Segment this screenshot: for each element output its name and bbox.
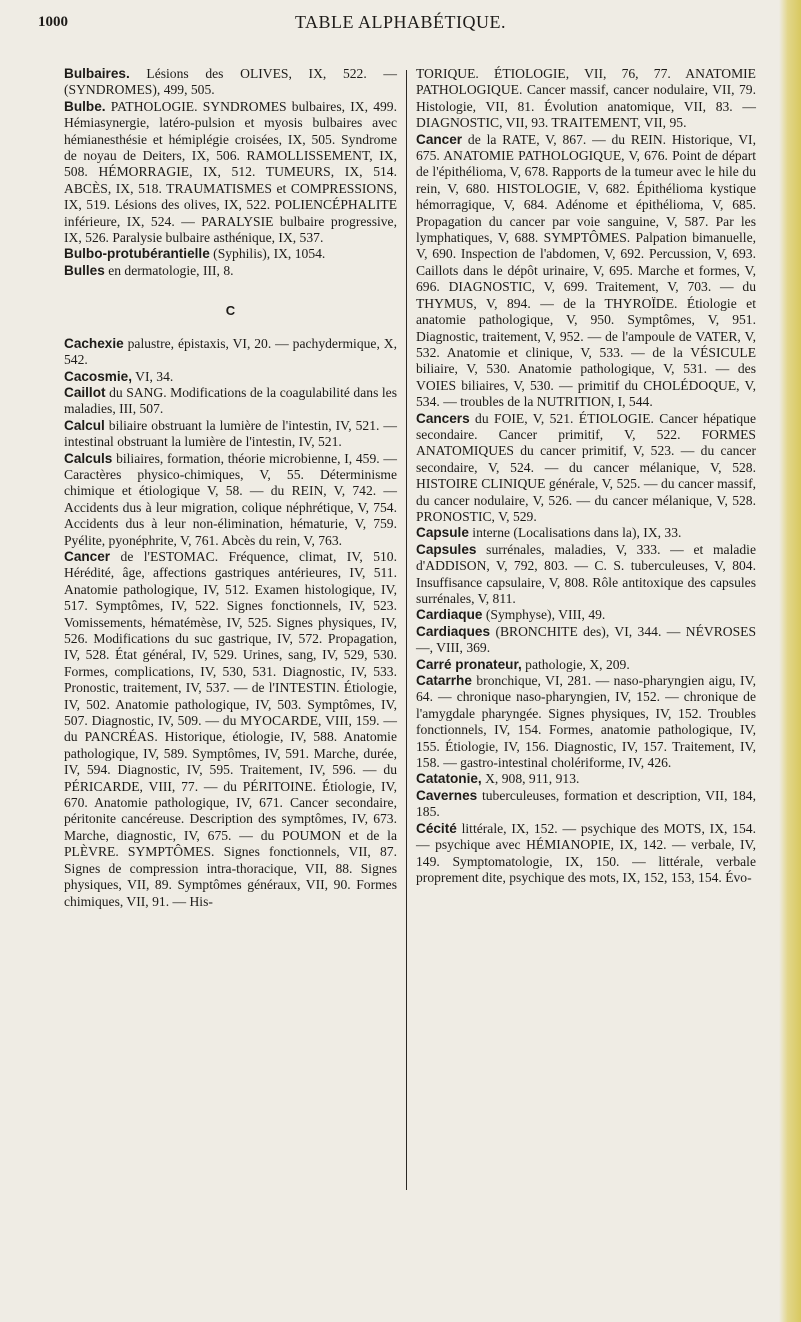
index-entry — [416, 66, 756, 132]
entry-text: (Syphilis), IX, 1054. — [209, 246, 326, 262]
index-entry — [64, 66, 397, 99]
index-entry — [416, 411, 756, 526]
index-entry — [416, 673, 756, 771]
entry-headword: Cardiaque — [416, 607, 483, 623]
entry-text: surrénales, maladies, V, 333. — et maladie d'ADDISON, V, 792, 803. — C. S. tuberculeuses, V, 804. Insuffisance capsulaire, V, 808. Rôle antitoxique des capsules surrénales, V, 811. — [416, 541, 756, 606]
entry-headword: Caillot — [64, 384, 106, 400]
entry-headword: Cancers — [416, 410, 470, 426]
entry-headword: Calculs — [64, 450, 113, 466]
index-entry — [416, 607, 756, 623]
entry-text: biliaire obstruant la lumière de l'intestin, IV, 521. — intestinal obstruant la lumière de l'intestin, IV, 521. — [64, 417, 397, 450]
entry-headword: Cécité — [416, 820, 457, 836]
index-entry — [64, 246, 397, 262]
page-number: 1000 — [38, 14, 68, 30]
entry-text: pathologie, X, 209. — [521, 656, 630, 672]
running-title: TABLE ALPHABÉTIQUE. — [294, 12, 507, 32]
entry-headword: Bulbo-protubérantielle — [64, 246, 210, 262]
right-column — [416, 66, 756, 886]
index-entry — [416, 821, 756, 887]
page-edge-shadow — [779, 0, 801, 1322]
section-letter: C — [225, 303, 236, 319]
entry-text: palustre, épistaxis, VI, 20. — pachydermique, X, 542. — [64, 335, 397, 368]
index-entry — [416, 525, 756, 541]
entry-headword: Calcul — [64, 417, 105, 433]
index-entry — [64, 451, 397, 549]
entry-headword: Catarrhe — [416, 673, 472, 689]
entry-headword: Carré pronateur, — [416, 656, 522, 672]
entry-text: VI, 34. — [132, 368, 174, 384]
entry-headword: Cachexie — [64, 335, 124, 351]
entry-text: du SANG. Modifications de la coagulabilité dans les maladies, III, 507. — [64, 384, 397, 417]
index-entry — [416, 624, 756, 657]
entry-text: tuberculeuses, formation et description, VII, 184, 185. — [416, 787, 756, 820]
entry-text: bronchique, VI, 281. — naso-pharyngien aigu, IV, 64. — chronique naso-pharyngien, IV, 152. — chronique de l'amygdale pharyngée. Signes physiques, IV, 152. Troubles fonctionnels, IV, 154. Formes, anatomie pathologique, IV, 155. Étiologie, IV, 156. Diagnostic, IV, 157. Traitement, IV, 158. — gastro-intestinal cholériforme, IV, 426. — [416, 673, 756, 771]
index-entry — [64, 418, 397, 451]
column-divider — [406, 70, 407, 1190]
entry-text: littérale, IX, 152. — psychique des MOTS, IX, 154. — psychique avec HÉMIANOPIE, IX, 142. — verbale, IV, 149. Symptomatologie, IX, 150. — littérale, verbale proprement dite, psychique des mots, IX, 152, 153, 154. Évo- — [416, 820, 756, 885]
entry-headword: Cacosmie, — [64, 368, 133, 384]
entry-headword: Capsule — [416, 525, 469, 541]
entry-text: PATHOLOGIE. SYNDROMES bulbaires, IX, 499. Hémiasynergie, latéro-pulsion et myosis bulbaires avec hémianesthésie et hémiplégie croisées, IX, 505. Syndrome de noyau de Deiters, IX, 506. RAMOLLISSEMENT, IX, 508. HÉMORRAGIE, IX, 512. TUMEURS, IX, 514. ABCÈS, IX, 518. TRAUMATISMES et COMPRESSIONS, IX, 519. Lésions des olives, IX, 522. POLIENCÉPHALITE inférieure, IX, 524. — PARALYSIE bulbaire progressive, IX, 526. Paralysie bulbaire asthénique, IX, 537. — [64, 98, 397, 246]
entry-text: de la RATE, V, 867. — du REIN. Historique, VI, 675. ANATOMIE PATHOLOGIQUE, V, 676. Point de départ de l'épithélioma, V, 678. Rapports de la tumeur avec le hile du rein, V, 680. HISTOLOGIE, V, 682. Épithélioma kystique hémorragique, V, 684. Adénome et épithélioma, V, 685. Propagation du cancer par voie sanguine, V, 587. Par les lymphatiques, V, 688. SYMPTÔMES. Palpation bimanuelle, V, 690. Inspection de l'abdomen, V, 692. Percussion, V, 693. Caillots dans le dépôt urinaire, V, 695. Marche et formes, V, 696. DIAGNOSTIC, V, 699. Traitement, V, 703. — du THYMUS, V, 894. — de la THYROÏDE. Étiologie et anatomie pathologique, V, 950. Symptômes, V, 951. Diagnostic, traitement, V, 952. — de l'ampoule de VATER, V, 532. Anatomie et clinique, V, 533. — de la VÉSICULE biliaire, V, 530. Anatomie pathologique, V, 531. — des VOIES biliaires, V, 530. — primitif du CHOLÉDOQUE, V, 534. — troubles de la NUTRITION, I, 544. — [416, 131, 756, 410]
index-entry — [416, 542, 756, 608]
entry-text: X, 908, 911, 913. — [481, 771, 580, 787]
entry-headword: Bulbe. — [64, 98, 106, 114]
index-entry — [416, 132, 756, 411]
index-entry — [416, 788, 756, 821]
left-column — [64, 66, 397, 910]
entry-headword: Cancer — [64, 548, 111, 564]
index-entry — [64, 549, 397, 910]
entry-headword: Bulles — [64, 262, 105, 278]
entry-headword: Cardiaques — [416, 623, 491, 639]
index-entry — [64, 385, 397, 418]
entry-text: interne (Localisations dans la), IX, 33. — [468, 525, 682, 541]
index-entry — [416, 771, 756, 787]
entry-headword: Catatonie, — [416, 771, 482, 787]
index-entry — [64, 369, 397, 385]
entry-text: du FOIE, V, 521. ÉTIOLOGIE. Cancer hépatique secondaire. Cancer primitif, V, 522. FORMES ANATOMIQUES du cancer primitif, V, 523. — du cancer secondaire, V, 524. — du cancer mélanique, V, 528. HISTOIRE CLINIQUE générale, V, 525. — du cancer massif, du cancer nodulaire, V, 526. — du cancer mélanique, V, 528. PRONOSTIC, V, 529. — [416, 410, 756, 524]
entry-text: de l'ESTOMAC. Fréquence, climat, IV, 510. Hérédité, âge, affections gastriques antérieures, IV, 511. Anatomie pathologique, IV, 512. Examen histologique, IV, 517. Symptômes, IV, 522. Signes fonctionnels, IV, 523. Vomissements, hématémèse, IV, 525. Signes physiques, IV, 526. Modifications du suc gastrique, IV, 572. Propagation, IV, 528. État général, IV, 529. Urines, sang, IV, 529, 530. Formes, complications, IV, 530, 531. Diagnostic, IV, 533. Pronostic, traitement, IV, 537. — de l'INTESTIN. Étiologie, IV, 502. Anatomie pathologique, IV, 503. Symptômes, IV, 507. Diagnostic, IV, 509. — du MYOCARDE, VIII, 159. — du PANCRÉAS. Historique, étiologie, IV, 588. Anatomie pathologique, IV, 589. Symptômes, IV, 591. Marche, durée, IV, 594. Diagnostic, IV, 595. Traitement, IV, 596. — du PÉRICARDE, VIII, 77. — du PÉRITOINE. Étiologie, IV, 670. Anatomie pathologique, IV, 671. Cancer secondaire, péritonite cancéreuse. Description des symptômes, IV, 673. Marche, diagnostic, IV, 675. — du POUMON et de la PLÈVRE. SYMPTÔMES. Signes fonctionnels, VII, 87. Signes de compression intra-thoracique, VII, 88. Signes physiques, VII, 89. Symptômes généraux, VII, 90. Formes chimiques, VII, 91. — His- — [64, 548, 397, 909]
index-entry — [64, 336, 397, 369]
entry-text: biliaires, formation, théorie microbienne, I, 459. — Caractères physico-chimiques, V, 55. Déterminisme chimique et étiologique V, 58. — du REIN, V, 742. — Accidents dus à leur migration, colique néphrétique, V, 754. Accidents dus à leur non-élimination, hématurie, V, 759. Pyélite, pyonéphrite, V, 761. Abcès du rein, V, 763. — [64, 450, 397, 548]
entry-text: en dermatologie, III, 8. — [104, 262, 234, 278]
index-entry — [64, 99, 397, 247]
entry-headword: Capsules — [416, 541, 477, 557]
entry-headword: Bulbaires. — [64, 66, 130, 81]
running-header — [0, 8, 801, 38]
entry-headword: Cavernes — [416, 787, 478, 803]
index-entry — [64, 263, 397, 279]
entry-text: (Symphyse), VIII, 49. — [482, 607, 606, 623]
entry-headword: Cancer — [416, 131, 463, 147]
entry-text: (BRONCHITE des), VI, 344. — NÉVROSES —, VIII, 369. — [416, 623, 756, 656]
index-entry — [416, 657, 756, 673]
entry-text: TORIQUE. ÉTIOLOGIE, VII, 76, 77. ANATOMIE PATHOLOGIQUE. Cancer massif, cancer nodulaire, VII, 79. Histologie, VII, 81. Évolution anatomique, VII, 83. — DIAGNOSTIC, VII, 93. TRAITEMENT, VII, 95. — [416, 66, 756, 131]
entry-text: Lésions des OLIVES, IX, 522. — (SYNDROMES), 499, 505. — [64, 66, 397, 98]
